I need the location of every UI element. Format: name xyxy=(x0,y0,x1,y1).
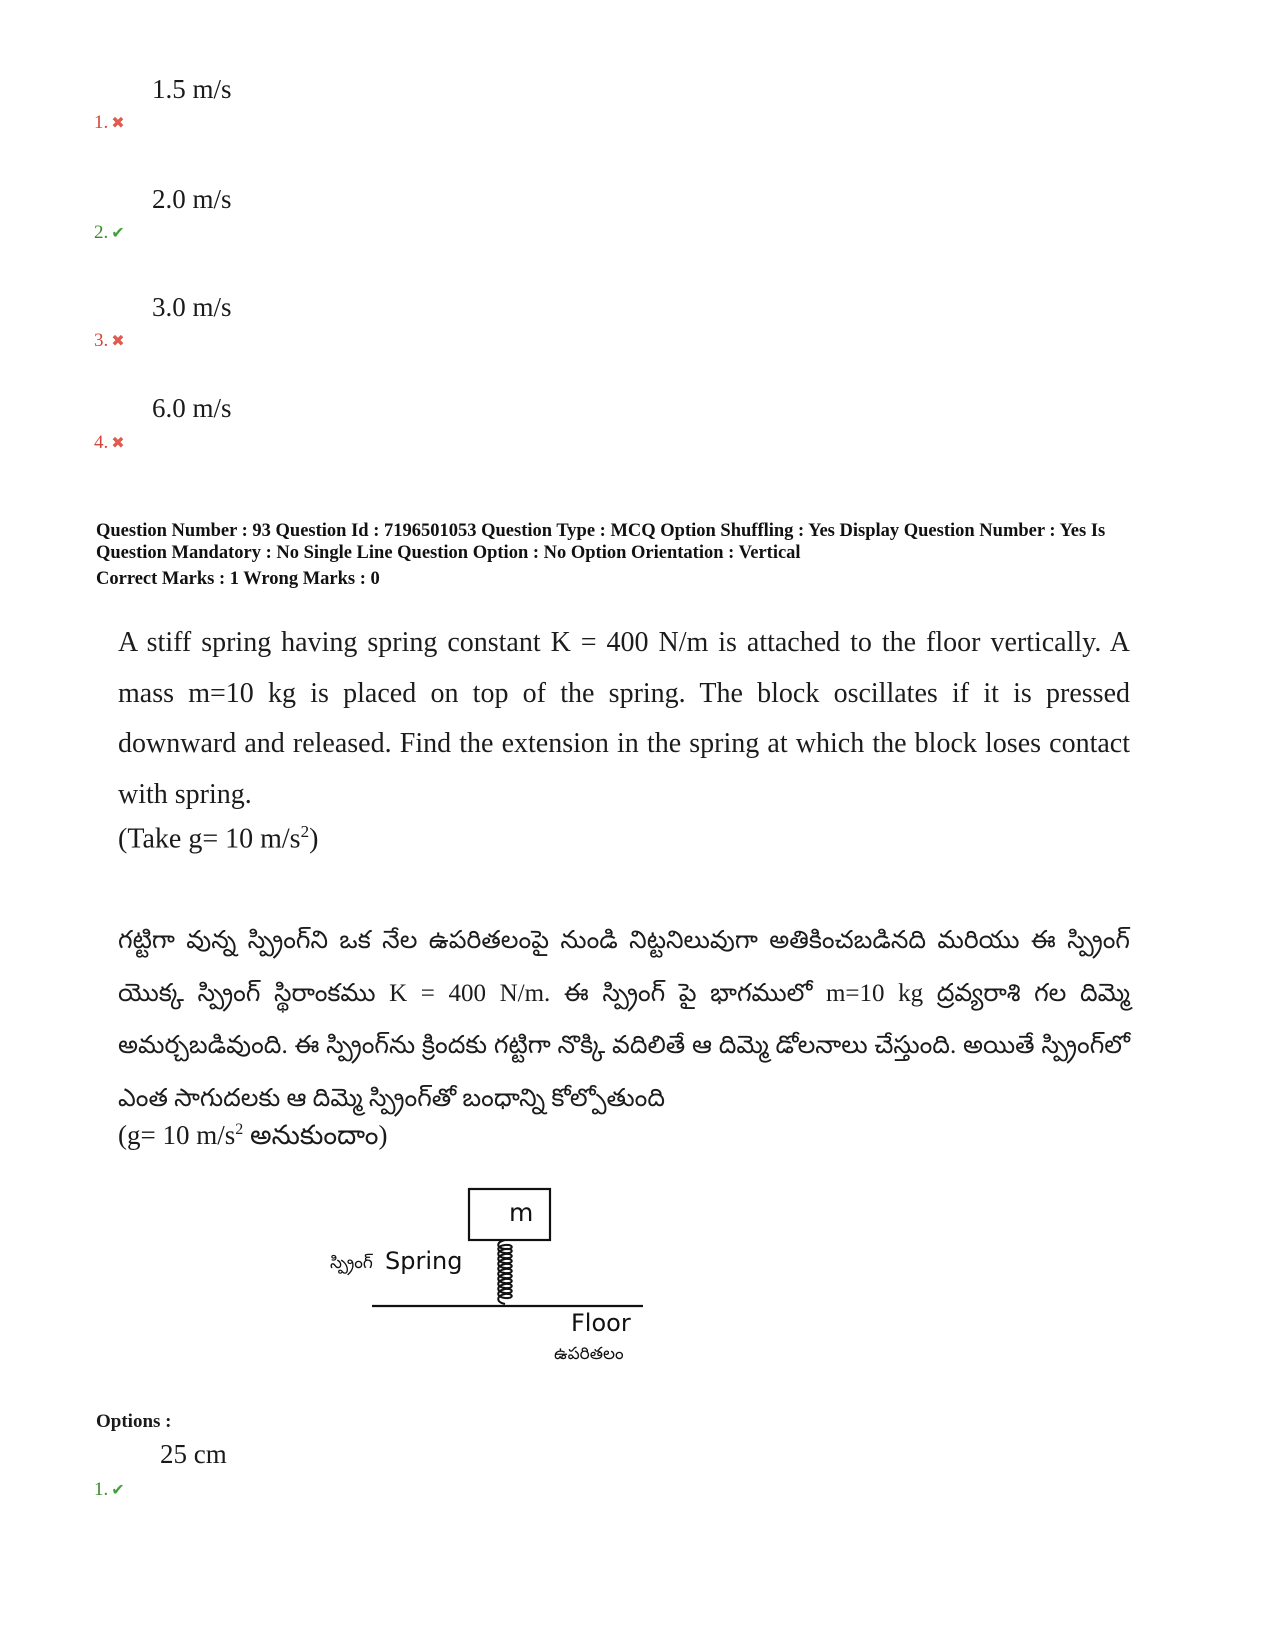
mass-label: m xyxy=(509,1198,534,1227)
take-prefix: (Take g= 10 m/s xyxy=(118,823,301,855)
take-suffix: అనుకుందాం) xyxy=(243,1120,388,1150)
option-number xyxy=(94,330,125,352)
option-number-label: 4. xyxy=(94,432,109,453)
option-number-label: 1. xyxy=(94,1479,109,1500)
floor-label-telugu: ఉపరితలం xyxy=(554,1344,624,1364)
question-text-english: A stiff spring having spring constant K = 400 N/m is attached to the floor vertically. A mass m=10 kg is placed on top of the spring. The block oscillates if it is pressed downward and released. Find the extension in the spring at which the block loses contact with spring. xyxy=(118,627,1130,810)
correct-check-icon: ✔ xyxy=(111,225,125,242)
option-number xyxy=(94,432,125,454)
question-meta-line-1: Question Number : 93 Question Id : 7196501053 Question Type : MCQ Option Shuffling : Yes Display Question Number : Yes Is xyxy=(96,521,1106,541)
option-number xyxy=(94,112,125,134)
floor-label: Floor xyxy=(571,1309,631,1337)
correct-check-icon: ✔ xyxy=(111,1482,125,1499)
option-number-label: 3. xyxy=(94,330,109,351)
wrong-mark-icon: ✖ xyxy=(111,333,125,350)
take-superscript: 2 xyxy=(300,822,310,841)
option-text: 6.0 m/s xyxy=(152,393,232,423)
question-meta-line-2: Question Mandatory : No Single Line Question Option : No Option Orientation : Vertical xyxy=(96,543,801,563)
question-marks: Correct Marks : 1 Wrong Marks : 0 xyxy=(96,569,380,589)
take-suffix: ) xyxy=(309,823,319,855)
option-text: 2.0 m/s xyxy=(152,184,232,214)
wrong-mark-icon: ✖ xyxy=(111,115,125,132)
option-number-label: 2. xyxy=(94,222,109,243)
spring-label: Spring xyxy=(385,1247,463,1275)
option-text: 25 cm xyxy=(160,1439,227,1469)
spring-coil xyxy=(498,1240,512,1304)
take-superscript: 2 xyxy=(235,1121,244,1138)
question-text-telugu: గట్టిగా వున్న స్ప్రింగ్‌ని ఒక నేల ఉపరితలంపై నుండి నిట్టనిలువుగా అతికించబడినది మరియు ఈ స్ప్రింగ్ యొక్క స్ప్రింగ్ స్థిరాంకము K = 400 N/m. ఈ స్ప్రింగ్ పై భాగములో m=10 kg ద్రవ్యరాశి గల దిమ్మె అమర్చబడివుంది. ఈ స్ప్రింగ్‌ను క్రిందకు గట్టిగా నొక్కి వదిలితే ఆ దిమ్మె డోలనాలు చేస్తుంది. అయితే స్ప్రింగ్‌లో ఎంత సాగుదలకు ఆ దిమ్మె స్ప్రింగ్‌తో బంధాన్ని కోల్పోతుంది xyxy=(118,927,1130,1112)
option-number xyxy=(94,222,125,244)
spring-label-telugu: స్ప్రింగ్ xyxy=(330,1253,373,1273)
question-take-english xyxy=(118,822,318,855)
spring-mass-diagram xyxy=(300,1185,720,1395)
question-take-telugu xyxy=(118,1120,387,1158)
option-number-label: 1. xyxy=(94,112,109,133)
wrong-mark-icon: ✖ xyxy=(111,435,125,452)
option-number xyxy=(94,1479,125,1501)
take-prefix: (g= 10 m/s xyxy=(118,1120,236,1150)
option-text: 3.0 m/s xyxy=(152,292,232,322)
options-heading: Options : xyxy=(96,1411,172,1432)
option-text: 1.5 m/s xyxy=(152,74,232,104)
